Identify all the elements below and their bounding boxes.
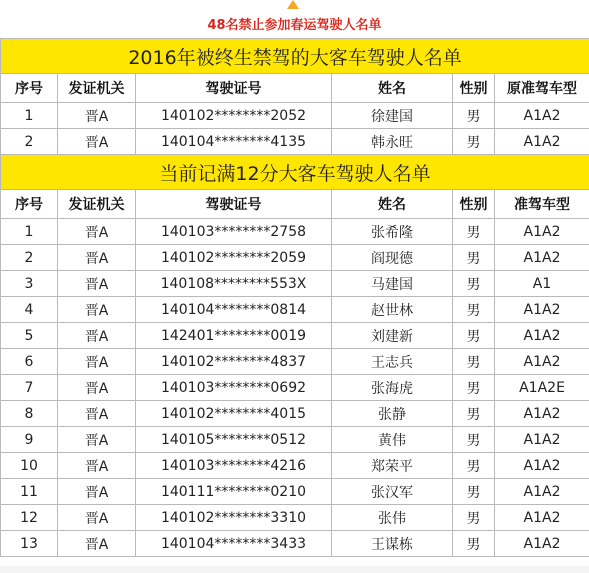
cell-vehicle-class: A1A2 — [495, 401, 589, 427]
cell-index: 12 — [1, 505, 58, 531]
section2-title-row — [1, 155, 589, 190]
cell-name: 张伟 — [332, 505, 453, 531]
cell-name: 韩永旺 — [332, 129, 453, 155]
cell-gender: 男 — [453, 479, 495, 505]
cell-index: 8 — [1, 401, 58, 427]
cell-license-number: 140104********4135 — [136, 129, 332, 155]
table-row — [1, 427, 589, 453]
top-arrow-decoration — [287, 0, 299, 9]
cell-name: 张静 — [332, 401, 453, 427]
column-header: 发证机关 — [58, 190, 136, 219]
cell-issuer: 晋A — [58, 531, 136, 557]
cell-name: 张希隆 — [332, 219, 453, 245]
cell-gender: 男 — [453, 271, 495, 297]
table-row — [1, 479, 589, 505]
cell-gender: 男 — [453, 245, 495, 271]
column-header: 姓名 — [332, 190, 453, 219]
cell-index: 2 — [1, 245, 58, 271]
cell-issuer: 晋A — [58, 129, 136, 155]
cell-vehicle-class: A1A2 — [495, 219, 589, 245]
cell-license-number: 140103********2758 — [136, 219, 332, 245]
section1-title: 2016年被终生禁驾的大客车驾驶人名单 — [1, 39, 589, 74]
cell-gender: 男 — [453, 427, 495, 453]
cell-name: 郑荣平 — [332, 453, 453, 479]
cell-vehicle-class: A1A2 — [495, 427, 589, 453]
cell-license-number: 140105********0512 — [136, 427, 332, 453]
cell-index: 3 — [1, 271, 58, 297]
column-header: 驾驶证号 — [136, 74, 332, 103]
cell-name: 张汉军 — [332, 479, 453, 505]
cell-gender: 男 — [453, 297, 495, 323]
cell-vehicle-class: A1A2 — [495, 103, 589, 129]
section1-body — [1, 103, 589, 155]
table-row — [1, 245, 589, 271]
cell-name: 马建国 — [332, 271, 453, 297]
cell-index: 2 — [1, 129, 58, 155]
column-header: 序号 — [1, 74, 58, 103]
cell-name: 张海虎 — [332, 375, 453, 401]
cell-gender: 男 — [453, 349, 495, 375]
cell-index: 13 — [1, 531, 58, 557]
cell-issuer: 晋A — [58, 245, 136, 271]
cell-vehicle-class: A1A2 — [495, 479, 589, 505]
cell-gender: 男 — [453, 531, 495, 557]
table-row — [1, 297, 589, 323]
cell-issuer: 晋A — [58, 401, 136, 427]
bottom-strip — [0, 566, 589, 573]
cell-license-number: 140103********0692 — [136, 375, 332, 401]
cell-index: 11 — [1, 479, 58, 505]
table-row — [1, 271, 589, 297]
cell-name: 徐建国 — [332, 103, 453, 129]
column-header: 序号 — [1, 190, 58, 219]
cell-index: 9 — [1, 427, 58, 453]
cell-issuer: 晋A — [58, 297, 136, 323]
cell-issuer: 晋A — [58, 453, 136, 479]
cell-issuer: 晋A — [58, 427, 136, 453]
cell-gender: 男 — [453, 323, 495, 349]
driver-list-table — [0, 38, 589, 557]
cell-vehicle-class: A1A2 — [495, 323, 589, 349]
cell-name: 王志兵 — [332, 349, 453, 375]
cell-license-number: 140102********4837 — [136, 349, 332, 375]
column-header: 姓名 — [332, 74, 453, 103]
table-row — [1, 531, 589, 557]
table-row — [1, 401, 589, 427]
table-row — [1, 219, 589, 245]
cell-index: 5 — [1, 323, 58, 349]
table-row — [1, 375, 589, 401]
cell-issuer: 晋A — [58, 479, 136, 505]
table-row — [1, 349, 589, 375]
column-header: 性别 — [453, 190, 495, 219]
cell-gender: 男 — [453, 129, 495, 155]
table-row — [1, 323, 589, 349]
cell-issuer: 晋A — [58, 323, 136, 349]
cell-vehicle-class: A1A2 — [495, 453, 589, 479]
column-header: 性别 — [453, 74, 495, 103]
cell-name: 赵世林 — [332, 297, 453, 323]
column-header: 发证机关 — [58, 74, 136, 103]
cell-issuer: 晋A — [58, 219, 136, 245]
column-header: 准驾车型 — [495, 190, 589, 219]
section2-body — [1, 219, 589, 557]
cell-vehicle-class: A1A2E — [495, 375, 589, 401]
cell-license-number: 140103********4216 — [136, 453, 332, 479]
cell-license-number: 140108********553X — [136, 271, 332, 297]
cell-license-number: 140102********2059 — [136, 245, 332, 271]
table-row — [1, 505, 589, 531]
cell-license-number: 140102********3310 — [136, 505, 332, 531]
column-header: 驾驶证号 — [136, 190, 332, 219]
table-row — [1, 129, 589, 155]
cell-index: 1 — [1, 219, 58, 245]
cell-name: 黄伟 — [332, 427, 453, 453]
cell-gender: 男 — [453, 505, 495, 531]
cell-gender: 男 — [453, 375, 495, 401]
cell-index: 1 — [1, 103, 58, 129]
section2-title: 当前记满12分大客车驾驶人名单 — [1, 155, 589, 190]
section1-header-row — [1, 74, 589, 103]
cell-gender: 男 — [453, 401, 495, 427]
cell-index: 6 — [1, 349, 58, 375]
cell-index: 10 — [1, 453, 58, 479]
cell-gender: 男 — [453, 453, 495, 479]
table-row — [1, 453, 589, 479]
section1-title-row — [1, 39, 589, 74]
cell-index: 7 — [1, 375, 58, 401]
cell-index: 4 — [1, 297, 58, 323]
cell-vehicle-class: A1A2 — [495, 349, 589, 375]
cell-license-number: 140104********0814 — [136, 297, 332, 323]
cell-name: 王谋栋 — [332, 531, 453, 557]
cell-vehicle-class: A1A2 — [495, 505, 589, 531]
cell-vehicle-class: A1A2 — [495, 297, 589, 323]
cell-license-number: 140102********4015 — [136, 401, 332, 427]
cell-gender: 男 — [453, 219, 495, 245]
cell-vehicle-class: A1 — [495, 271, 589, 297]
cell-name: 刘建新 — [332, 323, 453, 349]
cell-issuer: 晋A — [58, 271, 136, 297]
table-row — [1, 103, 589, 129]
cell-name: 阎现德 — [332, 245, 453, 271]
cell-vehicle-class: A1A2 — [495, 129, 589, 155]
section2-header-row — [1, 190, 589, 219]
cell-issuer: 晋A — [58, 505, 136, 531]
cell-license-number: 142401********0019 — [136, 323, 332, 349]
cell-issuer: 晋A — [58, 349, 136, 375]
column-header: 原准驾车型 — [495, 74, 589, 103]
page-caption: 48名禁止参加春运驾驶人名单 — [207, 18, 382, 33]
cell-license-number: 140104********3433 — [136, 531, 332, 557]
cell-vehicle-class: A1A2 — [495, 245, 589, 271]
cell-issuer: 晋A — [58, 375, 136, 401]
cell-license-number: 140111********0210 — [136, 479, 332, 505]
cell-gender: 男 — [453, 103, 495, 129]
cell-vehicle-class: A1A2 — [495, 531, 589, 557]
cell-license-number: 140102********2052 — [136, 103, 332, 129]
cell-issuer: 晋A — [58, 103, 136, 129]
